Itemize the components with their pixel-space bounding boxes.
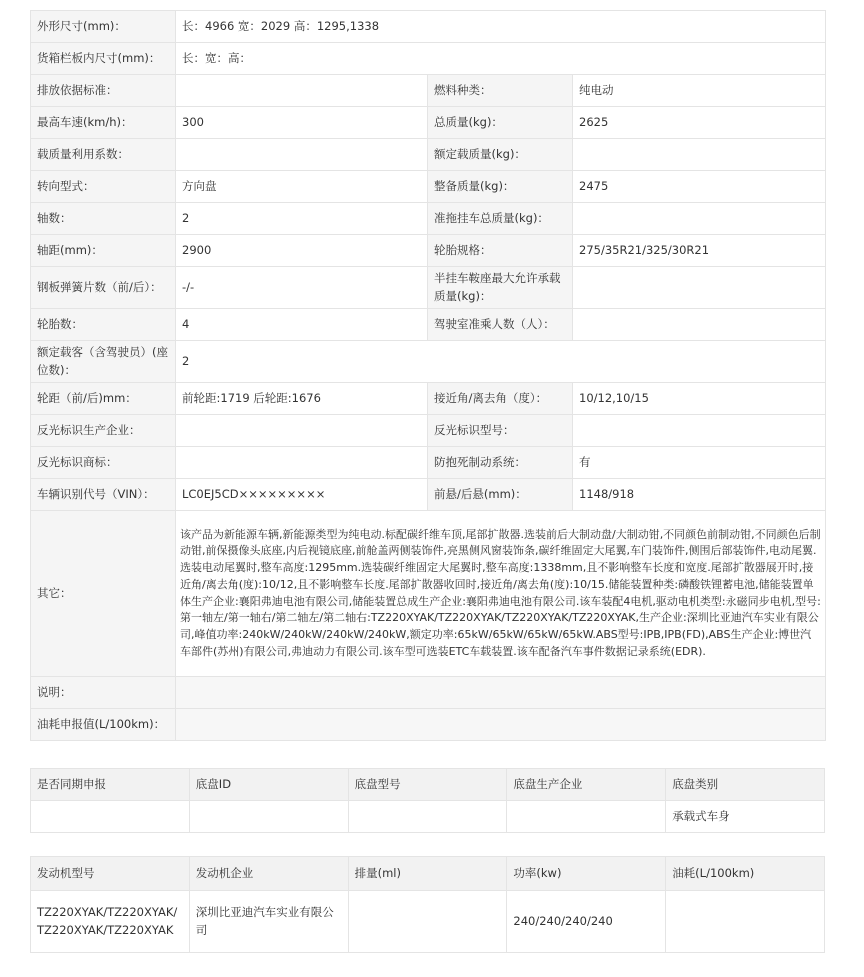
spec-row-seats (31, 341, 826, 383)
fuel-consumption-label: 油耗申报值(L/100km)： (31, 709, 176, 741)
trailer-mass-label: 准拖挂车总质量(kg)： (428, 203, 573, 235)
load-utilization-label: 载质量利用系数： (31, 139, 176, 171)
overhang-label: 前悬/后悬(mm)： (428, 479, 573, 511)
spec-row (31, 447, 826, 479)
tire-spec-value: 275/35R21/325/30R21 (573, 235, 826, 267)
spec-row (31, 75, 826, 107)
track-width-value: 前轮距:1719 后轮距:1676 (176, 383, 428, 415)
spec-row (31, 107, 826, 139)
engine-header-cell: 排量(ml) (348, 857, 507, 891)
note-value (176, 677, 826, 709)
reflector-brand-value (176, 447, 428, 479)
spec-row-consumption (31, 709, 826, 741)
vin-value: LC0EJ5CD××××××××× (176, 479, 428, 511)
reflector-model-value (573, 415, 826, 447)
engine-cell: 深圳比亚迪汽车实业有限公司 (189, 891, 348, 953)
engine-cell: 240/240/240/240 (507, 891, 666, 953)
engine-table (30, 856, 825, 953)
emission-standard-label: 排放依据标准： (31, 75, 176, 107)
engine-header-cell: 油耗(L/100km) (666, 857, 825, 891)
dimensions-value: 长：4966 宽：2029 高：1295,1338 (176, 11, 826, 43)
engine-data-row (31, 891, 825, 953)
saddle-load-label: 半挂车鞍座最大允许承载质量(kg)： (428, 267, 573, 309)
fuel-type-label: 燃料种类： (428, 75, 573, 107)
curb-weight-value: 2475 (573, 171, 826, 203)
cargo-dimensions-value: 长：宽：高： (176, 43, 826, 75)
wheelbase-label: 轴距(mm)： (31, 235, 176, 267)
reflector-maker-label: 反光标识生产企业： (31, 415, 176, 447)
overhang-value: 1148/918 (573, 479, 826, 511)
spec-row (31, 203, 826, 235)
axle-count-value: 2 (176, 203, 428, 235)
cargo-dimensions-label: 货箱栏板内尺寸(mm)： (31, 43, 176, 75)
note-label: 说明： (31, 677, 176, 709)
rated-seats-value: 2 (176, 341, 826, 383)
approach-departure-value: 10/12,10/15 (573, 383, 826, 415)
leaf-spring-label: 钢板弹簧片数（前/后）： (31, 267, 176, 309)
rated-load-value (573, 139, 826, 171)
engine-cell: TZ220XYAK/TZ220XYAK/TZ220XYAK/TZ220XYAK (31, 891, 190, 953)
approach-departure-label: 接近角/离去角（度）： (428, 383, 573, 415)
chassis-cell: 承载式车身 (666, 801, 825, 833)
spec-row (31, 171, 826, 203)
chassis-cell (189, 801, 348, 833)
spec-row (31, 139, 826, 171)
chassis-header-row (31, 769, 825, 801)
spec-row (31, 267, 826, 309)
axle-count-label: 轴数： (31, 203, 176, 235)
engine-header-cell: 功率(kw) (507, 857, 666, 891)
engine-cell (348, 891, 507, 953)
spec-row-dimensions (31, 11, 826, 43)
spec-row-other (31, 511, 826, 677)
spec-row-cargo (31, 43, 826, 75)
max-speed-label: 最高车速(km/h)： (31, 107, 176, 139)
spec-row (31, 479, 826, 511)
other-description: 该产品为新能源车辆,新能源类型为纯电动.标配碳纤维车顶,尾部扩散器.选装前后大制动盘/大制动钳,不同颜色前制动钳,不同颜色后制动钳,前保摄像头底座,内后视镜底座,前舱盖两侧装饰件,亮黑侧风窗装饰条,碳纤维固定大尾翼,车门装饰件,侧围后部装饰件,电动尾翼.选装电动尾翼时,整车高度:1295mm.选装碳纤维固定大尾翼时,整车高度:1338mm,且不影响整车长度和宽度.尾部扩散器展开时,接近角/离去角(度):10/12,且不影响整车长度.尾部扩散器收回时,接近角/离去角(度):10/15.储能装置种类:磷酸铁锂蓄电池,储能装置单体生产企业:襄阳弗迪电池有限公司,储能装置总成生产企业:襄阳弗迪电池有限公司.该车装配4电机,驱动电机类型:永磁同步电机,型号:第一轴左/第一轴右/第二轴左/第二轴右:TZ220XYAK/TZ220XYAK/TZ220XYAK/TZ220XYAK,生产企业:深圳比亚迪汽车实业有限公司,峰值功率:240kW/240kW/240kW/240kW,额定功率:65kW/65kW/65kW/65kW.ABS型号:IPB,IPB(FD),ABS生产企业:博世汽车部件(苏州)有限公司,弗迪动力有限公司.该车型可选装ETC车载装置.该车配备汽车事件数据记录系统(EDR). (176, 511, 826, 677)
steering-type-value: 方向盘 (176, 171, 428, 203)
fuel-type-value: 纯电动 (573, 75, 826, 107)
spec-row (31, 415, 826, 447)
total-mass-label: 总质量(kg)： (428, 107, 573, 139)
engine-header-cell: 发动机企业 (189, 857, 348, 891)
abs-value: 有 (573, 447, 826, 479)
rated-load-label: 额定载质量(kg)： (428, 139, 573, 171)
spec-row (31, 235, 826, 267)
vehicle-spec-table (30, 10, 826, 741)
fuel-consumption-value (176, 709, 826, 741)
trailer-mass-value (573, 203, 826, 235)
abs-label: 防抱死制动系统： (428, 447, 573, 479)
chassis-cell (31, 801, 190, 833)
reflector-brand-label: 反光标识商标： (31, 447, 176, 479)
chassis-table (30, 768, 825, 833)
engine-cell (666, 891, 825, 953)
chassis-header-cell: 底盘类别 (666, 769, 825, 801)
reflector-maker-value (176, 415, 428, 447)
chassis-cell (348, 801, 507, 833)
tire-count-label: 轮胎数： (31, 309, 176, 341)
track-width-label: 轮距（前/后)mm： (31, 383, 176, 415)
tire-count-value: 4 (176, 309, 428, 341)
rated-seats-label: 额定载客（含驾驶员）(座位数)： (31, 341, 176, 383)
saddle-load-value (573, 267, 826, 309)
wheelbase-value: 2900 (176, 235, 428, 267)
load-utilization-value (176, 139, 428, 171)
chassis-header-cell: 是否同期申报 (31, 769, 190, 801)
engine-header-row (31, 857, 825, 891)
spec-row-note (31, 677, 826, 709)
curb-weight-label: 整备质量(kg)： (428, 171, 573, 203)
total-mass-value: 2625 (573, 107, 826, 139)
cab-capacity-label: 驾驶室准乘人数（人）： (428, 309, 573, 341)
emission-standard-value (176, 75, 428, 107)
vin-label: 车辆识别代号（VIN）： (31, 479, 176, 511)
reflector-model-label: 反光标识型号： (428, 415, 573, 447)
engine-header-cell: 发动机型号 (31, 857, 190, 891)
leaf-spring-value: -/- (176, 267, 428, 309)
max-speed-value: 300 (176, 107, 428, 139)
chassis-cell (507, 801, 666, 833)
cab-capacity-value (573, 309, 826, 341)
tire-spec-label: 轮胎规格： (428, 235, 573, 267)
chassis-header-cell: 底盘生产企业 (507, 769, 666, 801)
chassis-header-cell: 底盘型号 (348, 769, 507, 801)
dimensions-label: 外形尺寸(mm)： (31, 11, 176, 43)
steering-type-label: 转向型式： (31, 171, 176, 203)
spec-row (31, 383, 826, 415)
other-label: 其它： (31, 511, 176, 677)
chassis-data-row (31, 801, 825, 833)
chassis-header-cell: 底盘ID (189, 769, 348, 801)
spec-row (31, 309, 826, 341)
